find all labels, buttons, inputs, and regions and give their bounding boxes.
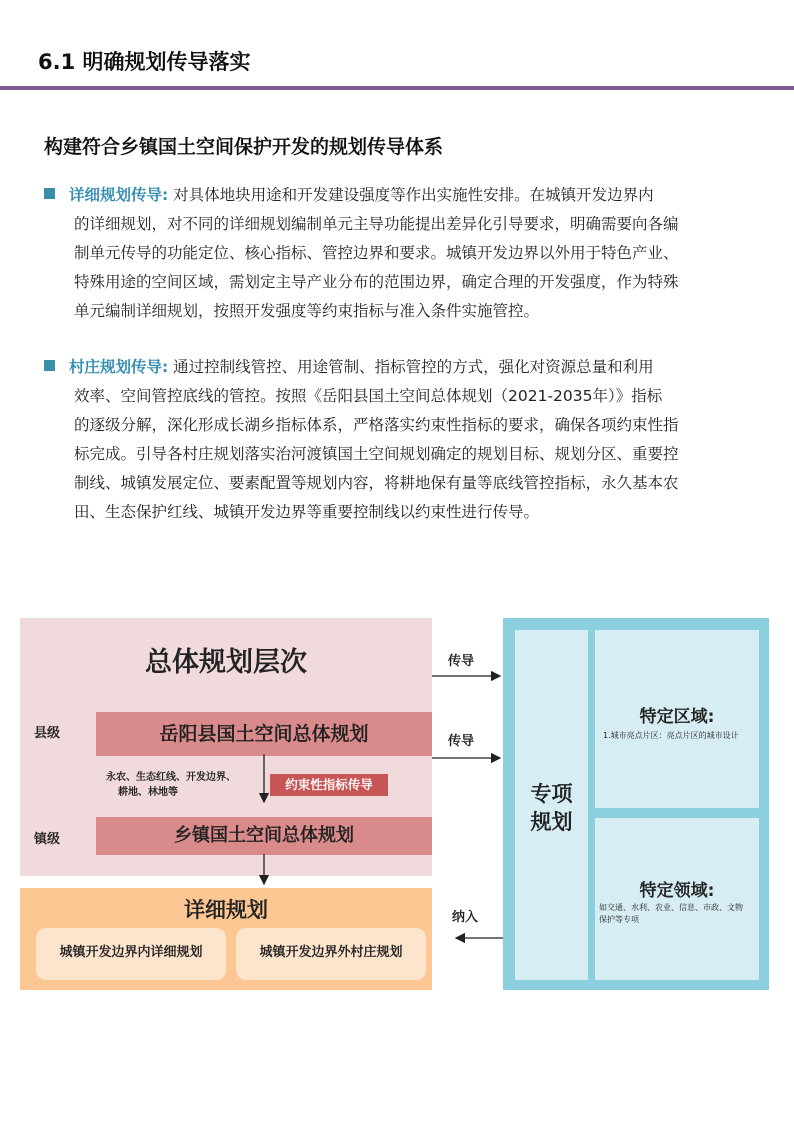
paragraph-line: 的详细规划，对不同的详细规划编制单元主导功能提出差异化引导要求，明确需要向各编 xyxy=(74,215,679,233)
outside-boundary-card: 城镇开发边界外村庄规划 xyxy=(236,928,426,980)
specific-area-note: 1.城市亮点片区：亮点片区的城市设计 xyxy=(603,731,739,740)
paragraph-line: 效率、空间管控底线的管控。按照《岳阳县国土空间总体规划（2021-2035年）》指标 xyxy=(74,387,663,405)
section-title: 6.1 明确规划传导落实 xyxy=(38,50,251,74)
special-plan-column xyxy=(515,630,588,980)
paragraph-line: 的逐级分解，深化形成长湖乡指标体系，严格落实约束性指标的要求，确保各项约束性指 xyxy=(74,416,679,434)
special-plan-zone xyxy=(503,618,769,990)
detail-plan-title: 详细规划 xyxy=(184,898,268,922)
arrow-label-transmit: 传导 xyxy=(448,654,475,669)
overall-plan-title: 总体规划层次 xyxy=(145,647,307,678)
paragraph-lead: 村庄规划传导: xyxy=(69,358,169,376)
specific-domain-title: 特定领域: xyxy=(639,881,715,901)
specific-domain-card xyxy=(595,818,759,980)
inside-boundary-card: 城镇开发边界内详细规划 xyxy=(36,928,226,980)
specific-area-card xyxy=(595,630,759,808)
special-plan-label-line: 专项 xyxy=(530,782,573,806)
paragraph-detail-plan xyxy=(44,181,750,326)
arrow-label-include: 纳入 xyxy=(452,910,479,925)
special-plan-label xyxy=(515,780,588,836)
note-line: 保护等专项 xyxy=(599,915,639,924)
paragraph-text: 对具体地块用途和开发建设强度等作出实施性安排。在城镇开发边界内 xyxy=(173,186,654,204)
paragraph-line: 特殊用途的空间区域，需划定主导产业分布的范围边界，确定合理的开发强度，作为特殊 xyxy=(74,273,679,291)
paragraph-line xyxy=(44,353,750,382)
section-divider xyxy=(0,86,794,90)
note-line: 永农、生态红线、开发边界、 xyxy=(106,772,236,783)
constraint-index-tag: 约束性指标传导 xyxy=(270,774,388,796)
paragraph-line: 标完成。引导各村庄规划落实治河渡镇国土空间规划确定的规划目标、规划分区、重要控 xyxy=(74,445,679,463)
town-level-label: 镇级 xyxy=(34,832,61,847)
paragraph-lead: 详细规划传导: xyxy=(69,186,169,204)
note-line: 如交通、水利、农业、信息、市政、文物 xyxy=(599,903,743,912)
sub-heading: 构建符合乡镇国土空间保护开发的规划传导体系 xyxy=(44,136,444,158)
square-bullet-icon xyxy=(44,188,55,199)
arrow-label-transmit: 传导 xyxy=(448,734,475,749)
county-plan-bar: 岳阳县国土空间总体规划 xyxy=(96,712,432,756)
specific-area-title: 特定区域: xyxy=(639,707,715,727)
county-level-label: 县级 xyxy=(34,726,61,741)
paragraph-line: 制线、城镇发展定位、要素配置等规划内容，将耕地保有量等底线管控指标，永久基本农 xyxy=(74,474,679,492)
paragraph-line: 单元编制详细规划，按照开发强度等约束指标与准入条件实施管控。 xyxy=(74,302,540,320)
paragraph-text: 通过控制线管控、用途管制、指标管控的方式，强化对资源总量和利用 xyxy=(173,358,654,376)
planning-transmission-diagram xyxy=(0,612,794,992)
special-plan-label-line: 规划 xyxy=(530,810,573,834)
paragraph-line: 制单元传导的功能定位、核心指标、管控边界和要求。城镇开发边界以外用于特色产业、 xyxy=(74,244,679,262)
specific-domain-note xyxy=(599,902,757,926)
paragraph-line xyxy=(44,181,750,210)
square-bullet-icon xyxy=(44,360,55,371)
paragraph-line: 田、生态保护红线、城镇开发边界等重要控制线以约束性进行传导。 xyxy=(74,503,540,521)
paragraph-village-plan xyxy=(44,353,750,527)
town-plan-bar: 乡镇国土空间总体规划 xyxy=(96,817,432,855)
note-line: 耕地、林地等 xyxy=(118,787,178,798)
